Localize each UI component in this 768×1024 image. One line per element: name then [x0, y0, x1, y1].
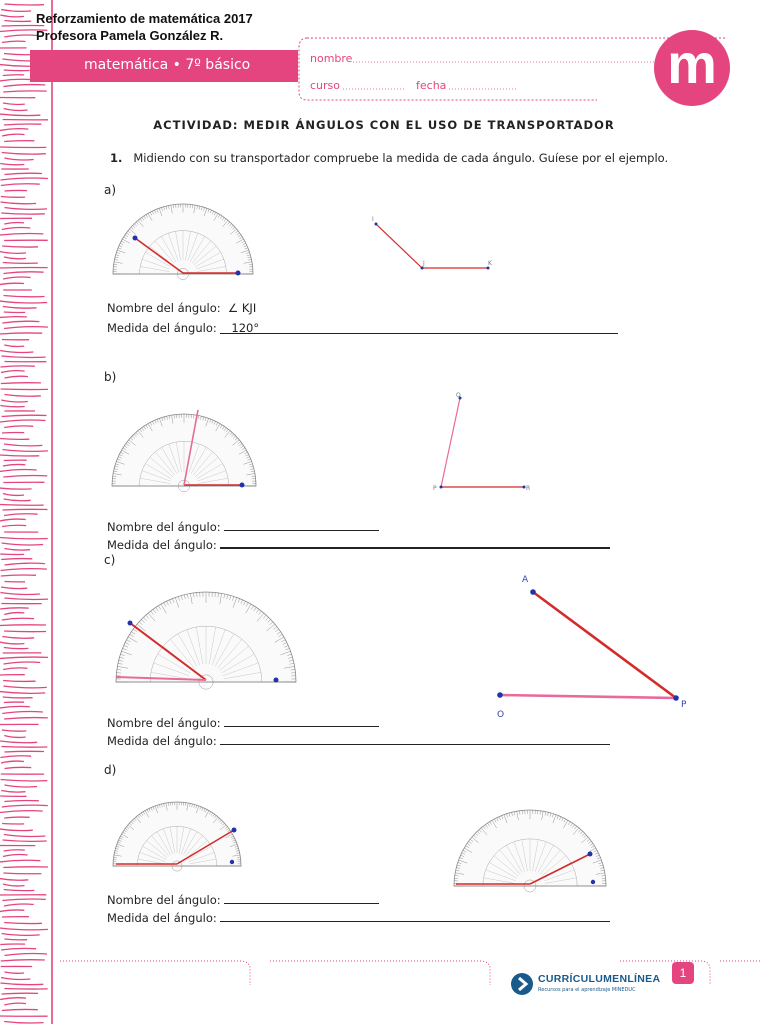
section-c-name-row	[107, 714, 379, 730]
section-a-measure-row	[107, 321, 618, 335]
instruction	[110, 151, 668, 165]
section-d-name-row	[107, 891, 379, 907]
point-label-i: I	[372, 216, 374, 223]
section-c-measure-row	[107, 732, 610, 748]
name-label: Nombre del ángulo:	[107, 893, 221, 907]
angle-c-figure	[490, 570, 700, 720]
name-label: Nombre del ángulo:	[107, 520, 221, 534]
name-label: Nombre del ángulo:	[107, 716, 221, 730]
section-a-measure-field[interactable]	[220, 321, 618, 334]
protractor-d2	[448, 802, 613, 897]
section-c-measure-field[interactable]	[220, 732, 610, 745]
activity-title: ACTIVIDAD: MEDIR ÁNGULOS CON EL USO DE TRANSPORTADOR	[153, 118, 615, 132]
logo-m: m	[654, 30, 730, 106]
curriculum-arrow-icon	[510, 972, 534, 996]
measure-label: Medida del ángulo:	[107, 321, 217, 335]
course-title: Reforzamiento de matemática 2017	[36, 11, 253, 26]
point-label-r: R	[526, 485, 531, 492]
section-c-name-field[interactable]	[224, 714, 379, 727]
header-title	[36, 10, 253, 44]
subject-banner-text: matemática • 7º básico	[84, 57, 251, 73]
teacher-name: Profesora Pamela González R.	[36, 28, 224, 43]
protractor-b	[108, 404, 263, 496]
point-label-k: K	[488, 260, 492, 267]
measure-label: Medida del ángulo:	[107, 734, 217, 748]
nombre-field[interactable]	[355, 52, 655, 68]
measure-label: Medida del ángulo:	[107, 538, 217, 552]
curso-field[interactable]	[343, 79, 405, 95]
fecha-field[interactable]	[449, 79, 517, 95]
fecha-label: fecha	[416, 79, 447, 92]
section-d-letter: d)	[104, 763, 117, 777]
angle-a-figure	[366, 214, 496, 278]
point-label-p: P	[433, 485, 437, 492]
section-b-letter: b)	[104, 370, 117, 384]
measure-label: Medida del ángulo:	[107, 911, 217, 925]
section-a-name-value: KJI	[241, 301, 257, 315]
section-d-measure-row	[107, 909, 610, 925]
section-a-letter: a)	[104, 183, 117, 197]
nombre-label: nombre	[310, 52, 353, 65]
angle-symbol-icon: ∠	[224, 301, 239, 315]
curso-label: curso	[310, 79, 341, 92]
instruction-text: Midiendo con su transportador compruebe la medida de cada ángulo. Guíese por el ejemplo.	[133, 151, 669, 165]
section-d-measure-field[interactable]	[220, 909, 610, 922]
point-label-p: P	[681, 700, 687, 710]
section-b-name-field[interactable]	[224, 518, 379, 531]
point-label-q: Q	[456, 392, 461, 399]
section-a-measure-value: 120°	[231, 321, 260, 335]
section-c-letter: c)	[104, 553, 116, 567]
section-b-measure-row	[107, 535, 610, 552]
curriculum-brand: CURRÍCULUMENLÍNEA	[538, 973, 661, 985]
protractor-d1	[106, 794, 248, 876]
protractor-a	[108, 196, 258, 286]
point-label-a: A	[522, 575, 529, 585]
page-number: 1	[672, 962, 694, 984]
angle-b-figure	[432, 392, 532, 492]
curriculum-subtitle: Recursos para el aprendizaje MINEDUC	[538, 987, 636, 993]
section-d-name-field[interactable]	[224, 891, 379, 904]
item-number: 1.	[110, 151, 123, 165]
point-label-o: O	[497, 710, 505, 720]
point-label-j: J	[423, 260, 425, 267]
name-label: Nombre del ángulo:	[107, 301, 221, 315]
section-b-name-row	[107, 518, 379, 534]
section-b-measure-field[interactable]	[220, 535, 610, 549]
protractor-c	[110, 584, 305, 694]
section-a-name-row	[107, 301, 256, 315]
decorative-left-border	[0, 0, 60, 1024]
